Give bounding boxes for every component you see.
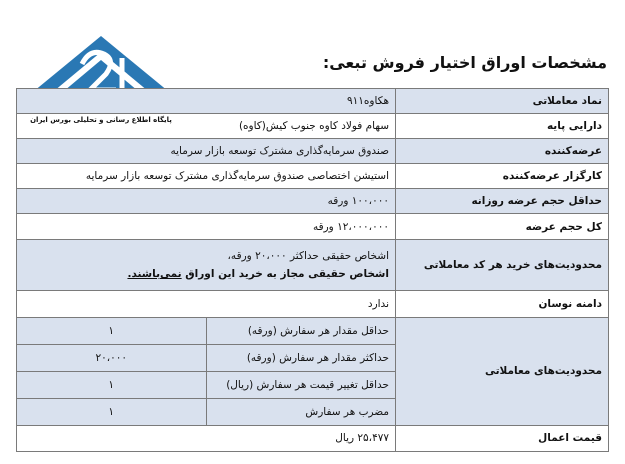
sub-row-name: مضرب هر سفارش <box>206 398 396 425</box>
logo-mark-icon <box>20 34 182 96</box>
row-label: دامنه نوسان <box>396 290 609 317</box>
row-value: ۱۰۰،۰۰۰ ورقه <box>17 189 396 214</box>
row-value: ۱۲،۰۰۰،۰۰۰ ورقه <box>17 214 396 240</box>
table-row <box>17 114 609 139</box>
row-label: قیمت اعمال <box>396 425 609 451</box>
row-label: کل حجم عرضه <box>396 214 609 240</box>
table-row <box>17 89 609 114</box>
row-value: هکاوه۹۱۱ <box>17 89 396 114</box>
table-row <box>17 164 609 189</box>
sub-row-name: حداقل تغییر قیمت هر سفارش (ریال) <box>206 371 396 398</box>
logo-tagline: پایگاه اطلاع رسانی و تحلیلی بورس ایران <box>30 116 172 124</box>
sub-row-value: ۱ <box>17 371 207 398</box>
table-row <box>17 139 609 164</box>
sub-row-name: حداکثر مقدار هر سفارش (ورقه) <box>206 344 396 371</box>
table-row <box>17 214 609 240</box>
purchase-limit-value <box>17 240 396 290</box>
table-row <box>17 425 609 451</box>
table-row <box>17 240 609 290</box>
purchase-limit-line: اشخاص حقیقی حداکثر ۲۰،۰۰۰ ورقه، <box>227 249 389 262</box>
page-title: مشخصات اوراق اختیار فروش تبعی: <box>322 53 607 72</box>
row-label: کارگزار عرضه‌کننده <box>396 164 609 189</box>
row-value: ندارد <box>17 290 396 317</box>
row-label: عرضه‌کننده <box>396 139 609 164</box>
table-row <box>17 189 609 214</box>
spec-table <box>16 88 609 452</box>
table-row <box>17 317 609 344</box>
row-label: محدودیت‌های خرید هر کد معاملاتی <box>396 240 609 290</box>
sub-row-value: ۲۰،۰۰۰ <box>17 344 207 371</box>
purchase-limit-note: اشخاص حقیقی مجاز به خرید این اوراق نمی‌باشند. <box>127 267 389 280</box>
row-value: سهام فولاد کاوه جنوب کیش(کاوه) <box>17 114 396 139</box>
row-label: حداقل حجم عرضه روزانه <box>396 189 609 214</box>
sub-row-name: حداقل مقدار هر سفارش (ورقه) <box>206 317 396 344</box>
sub-row-value: ۱ <box>17 317 207 344</box>
row-value: استیشن اختصاصی صندوق سرمایه‌گذاری مشترک توسعه بازار سرمایه <box>17 164 396 189</box>
table-row <box>17 290 609 317</box>
sub-row-value: ۱ <box>17 398 207 425</box>
row-label: محدودیت‌های معاملاتی <box>396 317 609 425</box>
row-label: دارایی پایه <box>396 114 609 139</box>
row-value: ۲۵،۴۷۷ ریال <box>17 425 396 451</box>
row-value: صندوق سرمایه‌گذاری مشترک توسعه بازار سرمایه <box>17 139 396 164</box>
row-label: نماد معاملاتی <box>396 89 609 114</box>
